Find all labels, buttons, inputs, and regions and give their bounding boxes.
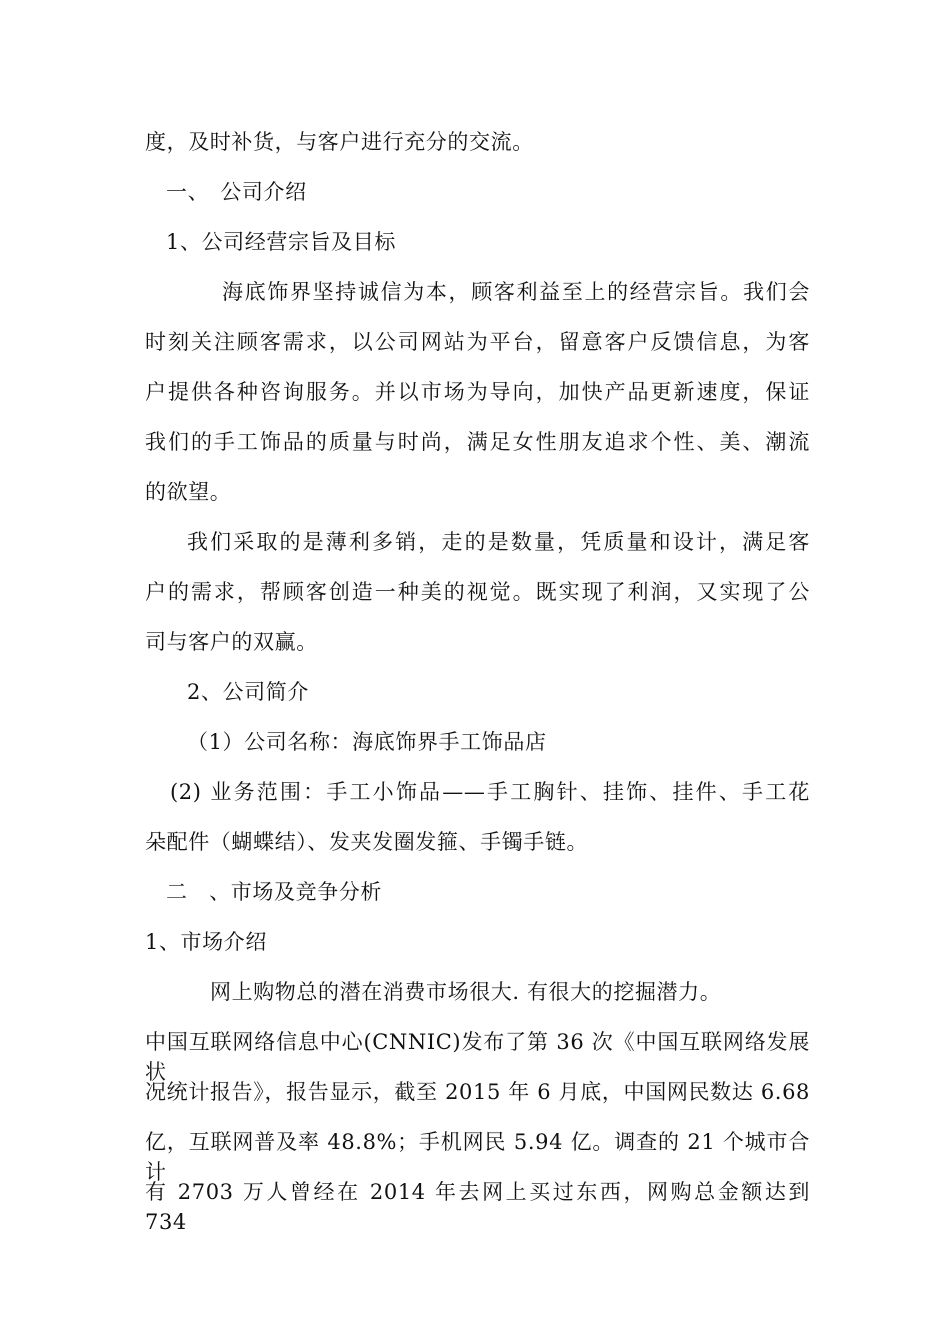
paragraph-line: 的欲望。 <box>145 480 232 504</box>
paragraph-line: 我们采取的是薄利多销，走的是数量，凭质量和设计，满足客 <box>187 530 810 554</box>
subsection-heading: 2、公司简介 <box>187 680 309 704</box>
paragraph-line: 户提供各种咨询服务。并以市场为导向，加快产品更新速度，保证 <box>145 380 810 404</box>
list-item: （1）公司名称：海底饰界手工饰品店 <box>187 730 547 754</box>
paragraph-line: 有 2703 万人曾经在 2014 年去网上买过东西，网购总金额达到 734 <box>145 1180 810 1234</box>
section-heading: 二 、市场及竞争分析 <box>166 880 382 904</box>
paragraph-line: 我们的手工饰品的质量与时尚，满足女性朋友追求个性、美、潮流 <box>145 430 810 454</box>
subsection-heading: 1、公司经营宗旨及目标 <box>166 230 396 254</box>
subsection-heading: 1、市场介绍 <box>145 930 267 954</box>
paragraph-line: 况统计报告》，报告显示，截至 2015 年 6 月底，中国网民数达 6.68 <box>145 1080 810 1104</box>
paragraph-line: 中国互联网络信息中心(CNNIC)发布了第 36 次《中国互联网络发展状 <box>145 1030 810 1084</box>
list-item: (2) 业务范围：手工小饰品——手工胸针、挂饰、挂件、手工花 <box>170 780 810 804</box>
paragraph-line: 亿，互联网普及率 48.8%；手机网民 5.94 亿。调查的 21 个城市合计 <box>145 1130 810 1184</box>
section-heading: 一、 公司介绍 <box>166 180 307 204</box>
paragraph-line: 司与客户的双赢。 <box>145 630 318 654</box>
paragraph-line: 海底饰界坚持诚信为本，顾客利益至上的经营宗旨。我们会 <box>222 280 810 304</box>
paragraph-line: 度，及时补货，与客户进行充分的交流。 <box>145 130 534 154</box>
paragraph-line: 户的需求，帮顾客创造一种美的视觉。既实现了利润，又实现了公 <box>145 580 810 604</box>
paragraph-line: 网上购物总的潜在消费市场很大. 有很大的挖掘潜力。 <box>210 980 722 1004</box>
paragraph-line: 时刻关注顾客需求，以公司网站为平台，留意客户反馈信息，为客 <box>145 330 810 354</box>
list-item-continuation: 朵配件（蝴蝶结）、发夹发圈发箍、手镯手链。 <box>145 830 589 854</box>
